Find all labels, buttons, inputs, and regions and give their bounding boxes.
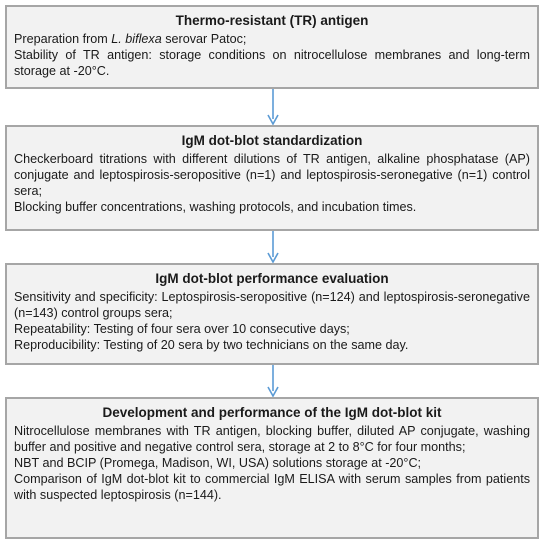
step-line: Checkerboard titrations with different dilutions of TR antigen, alkaline phosphatase (AP) conjugate and leptospirosis-seropositive (n=1) and leptospirosis-seronegative (n=1) control sera; [14,152,530,198]
step-line: Stability of TR antigen: storage conditions on nitrocellulose membranes and long-term storage at -20°C. [14,48,530,78]
step-line: Preparation from L. biflexa serovar Patoc; [14,32,247,46]
step-line: Sensitivity and specificity: Leptospirosis-seropositive (n=124) and leptospirosis-seronegative (n=143) control groups sera; [14,290,530,320]
step-title: IgM dot-blot standardization [181,133,363,148]
step-box-standardization [5,125,539,231]
step-title: Development and performance of the IgM dot-blot kit [102,405,442,420]
step-line: Repeatability: Testing of four sera over 10 consecutive days; [14,322,350,336]
step-box-kit-development [5,397,539,539]
step-line: NBT and BCIP (Promega, Madison, WI, USA) solutions storage at -20°C; [14,456,422,470]
step-line: Comparison of IgM dot-blot kit to commercial IgM ELISA with serum samples from patients with suspected leptospirosis (n=144). [14,472,530,502]
step-box-tr-antigen [5,5,539,89]
down-arrow-icon [265,89,281,125]
step-line: Nitrocellulose membranes with TR antigen, blocking buffer, diluted AP conjugate, washing buffer and positive and negative control sera, storage at 2 to 8°C for four months; [14,424,530,454]
down-arrow-icon [265,231,281,263]
step-line: Blocking buffer concentrations, washing protocols, and incubation times. [14,200,417,214]
step-title: IgM dot-blot performance evaluation [155,271,389,286]
step-title: Thermo-resistant (TR) antigen [175,13,369,28]
down-arrow-icon [265,365,281,397]
step-line: Reproducibility: Testing of 20 sera by two technicians on the same day. [14,338,409,352]
step-box-performance-evaluation [5,263,539,365]
